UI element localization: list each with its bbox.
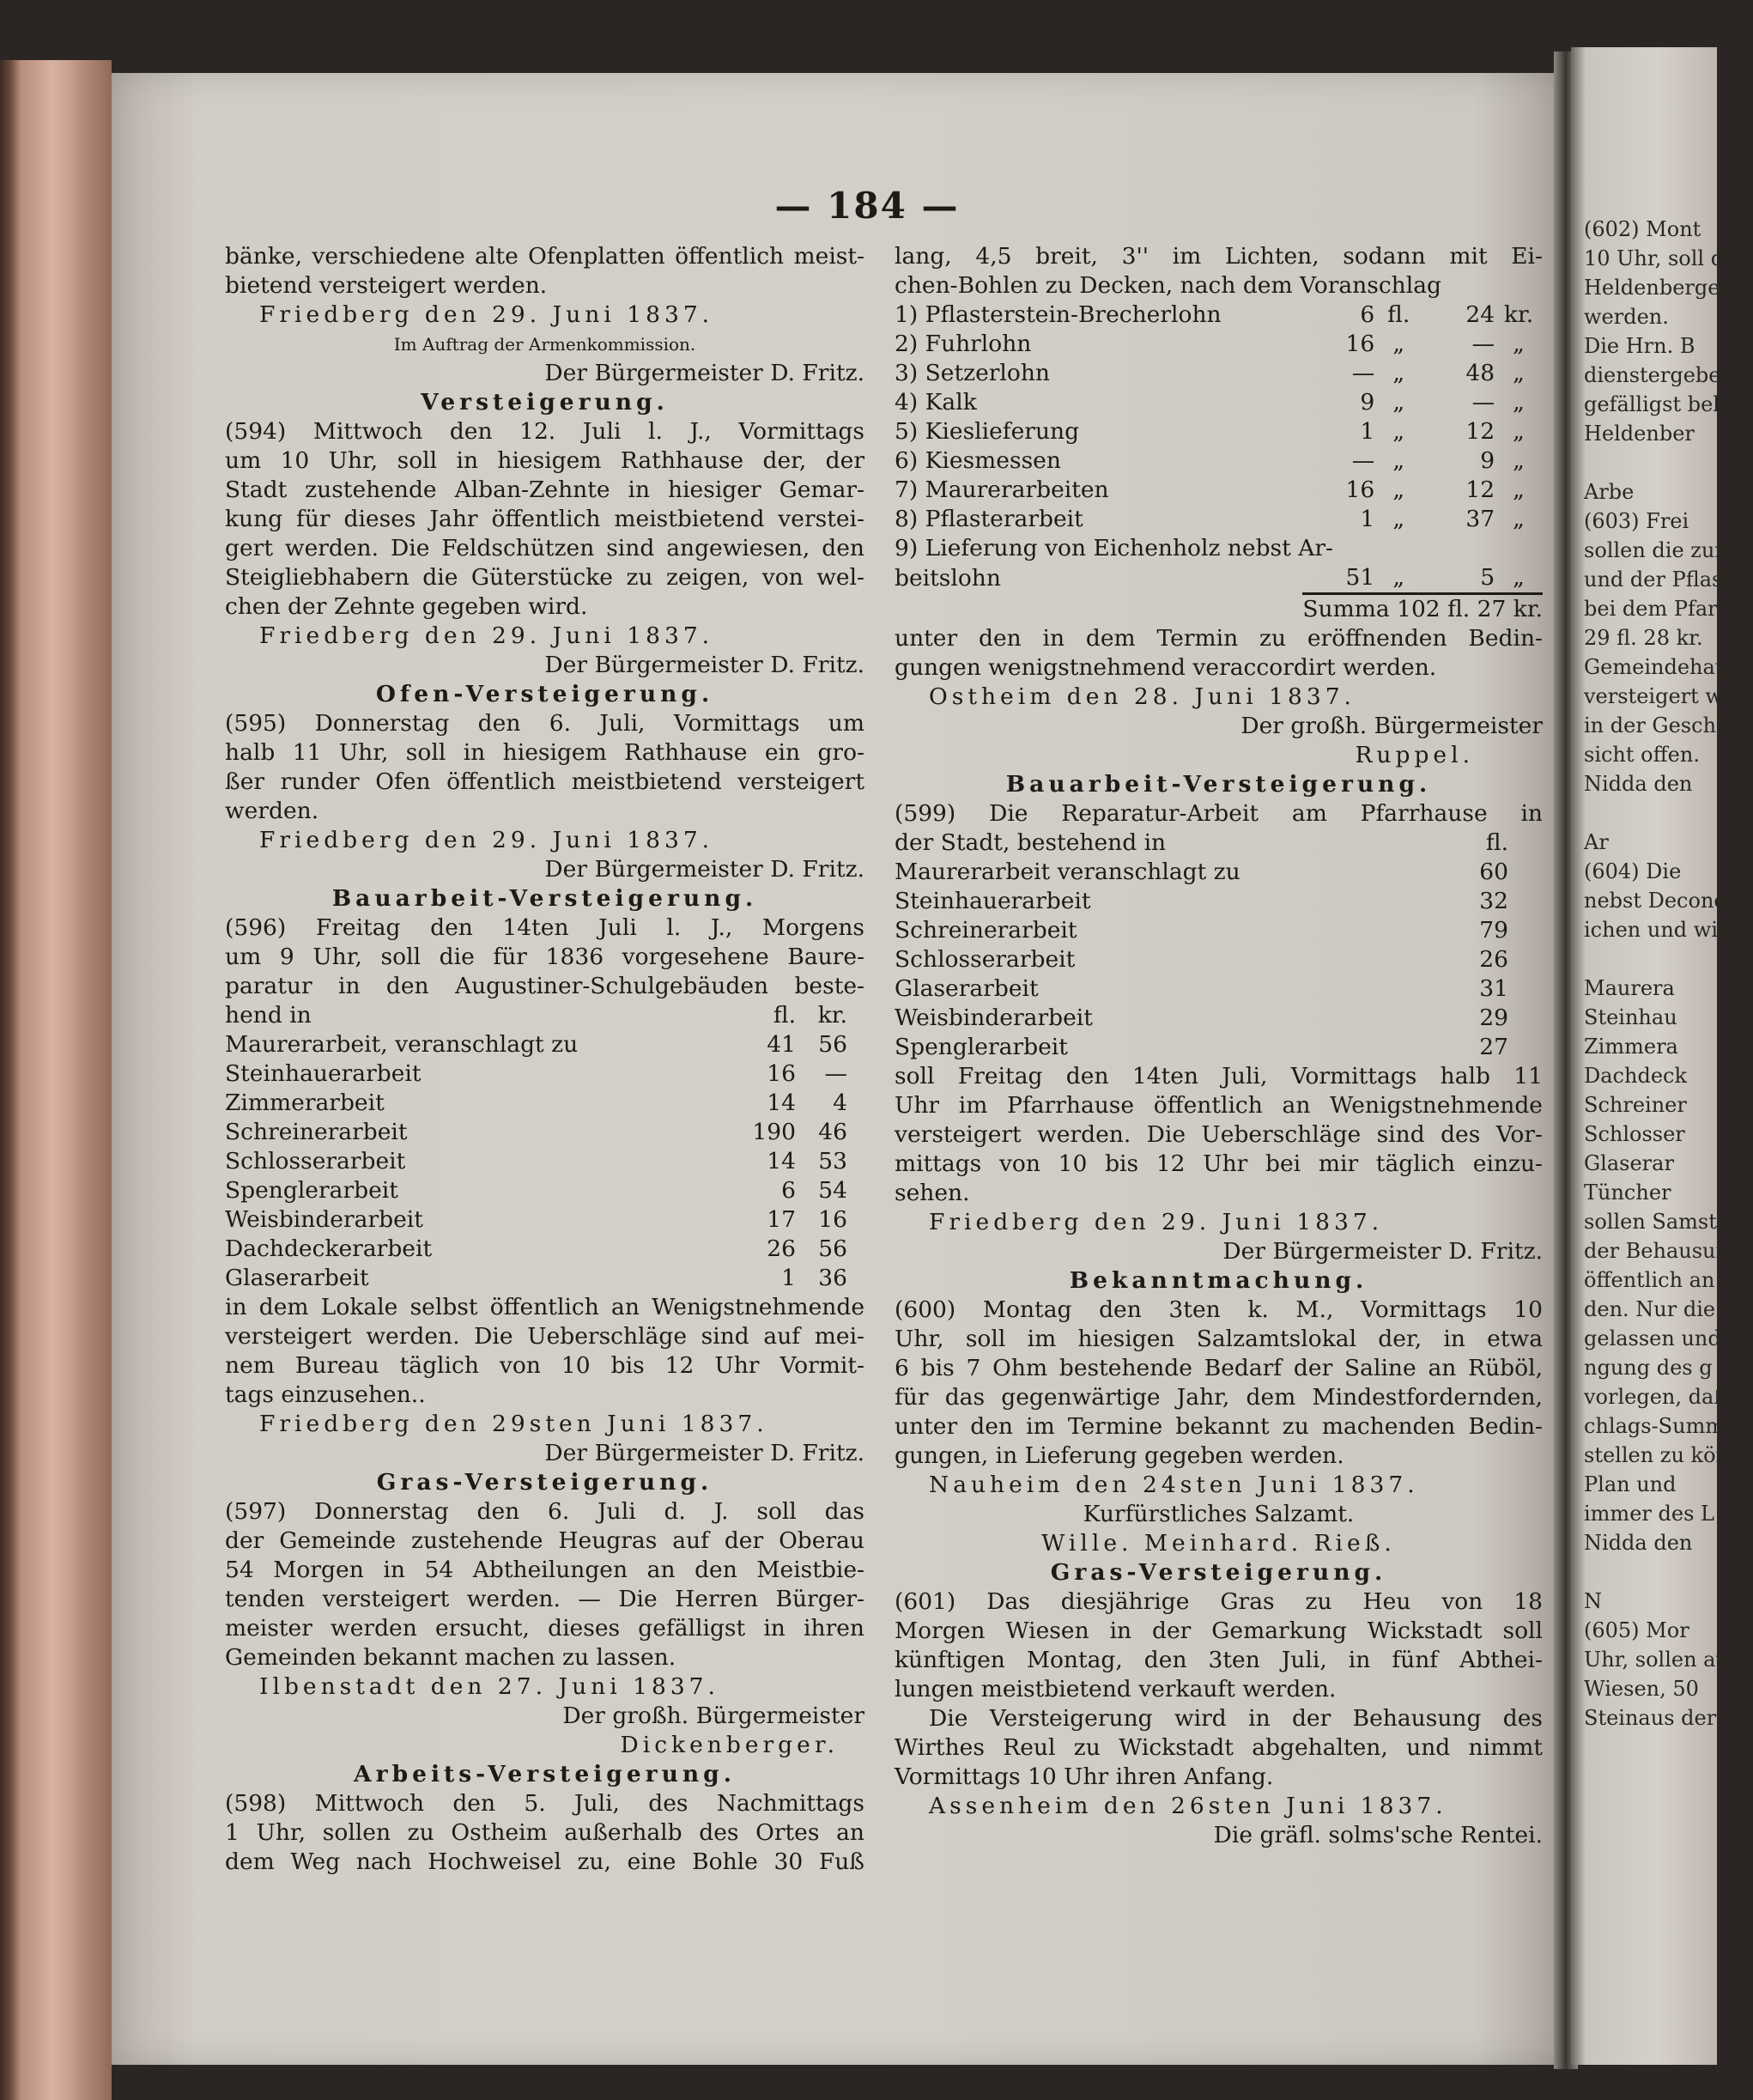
place-date: Friedberg den 29. Juni 1837.: [259, 301, 714, 328]
table-cell: —: [1351, 447, 1375, 474]
text-line: bietend versteigert werden.: [225, 272, 548, 299]
fragment-line: Tüncher: [1584, 1180, 1671, 1205]
table-row: [225, 1059, 864, 1089]
fragment-line: öffentlich an: [1584, 1268, 1715, 1292]
fragment-line: versteigert wer: [1584, 684, 1745, 708]
table-cell: Weisbinderarbeit: [895, 1004, 1093, 1031]
table-cell: 41: [767, 1031, 796, 1058]
fragment-line: nebst Deconom: [1584, 889, 1746, 913]
text-line: Morgen Wiesen in der Gemarkung Wickstadt soll: [895, 1617, 1543, 1644]
fragment-line: Zimmera: [1584, 1035, 1678, 1059]
signature: Der großh. Bürgermeister: [562, 1702, 864, 1729]
table-cell: 31: [1479, 975, 1508, 1002]
table-cell: Schreinerarbeit: [225, 1119, 408, 1145]
table-cell: 14: [767, 1148, 796, 1174]
table-cell: 12: [1465, 418, 1495, 445]
table-cell: „: [1392, 447, 1405, 474]
table-cell: 7) Maurerarbeiten: [895, 476, 1109, 503]
table-cell: hend in: [225, 1002, 312, 1029]
text-line: 1 Uhr, sollen zu Ostheim außerhalb des Ortes an: [225, 1819, 864, 1846]
signature: Der Bürgermeister D. Fritz.: [544, 652, 864, 678]
fragment-line: sollen Samsta: [1584, 1210, 1730, 1234]
table-cell: 4) Kalk: [895, 389, 977, 416]
table-row: [895, 945, 1543, 974]
fragment-line: der Behausun: [1584, 1239, 1729, 1263]
text-line: (597) Donnerstag den 6. Juli d. J. soll das: [225, 1498, 864, 1525]
signature: Im Auftrag der Armenkommission.: [393, 334, 696, 355]
text-line: unter den in dem Termin zu eröffnenden Bedin-: [895, 625, 1543, 652]
fragment-line: [1584, 448, 1721, 477]
table-cell: 24: [1465, 301, 1495, 328]
fragment-line: Plan und: [1584, 1472, 1677, 1496]
text-line: soll Freitag den 14ten Juli, Vormittags halb 11: [895, 1063, 1543, 1089]
text-line: für das gegenwärtige Jahr, dem Mindestfordernden,: [895, 1384, 1543, 1411]
text-line: paratur in den Augustiner-Schulgebäuden beste-: [225, 973, 864, 999]
table-cell: 16: [818, 1206, 847, 1233]
table-cell: 9) Lieferung von Eichenholz nebst Ar-: [895, 535, 1333, 561]
text-line: gungen, in Lieferung gegeben werden.: [895, 1442, 1344, 1469]
table-cell: der Stadt, bestehend in: [895, 829, 1167, 856]
table-cell: 190: [752, 1119, 796, 1145]
signature: Der großh. Bürgermeister: [1240, 713, 1543, 739]
text-line: versteigert werden. Die Ueberschläge sind auf mei-: [225, 1323, 864, 1350]
fragment-line: bei dem Pfar: [1584, 597, 1718, 621]
table-cell: 6) Kiesmessen: [895, 447, 1061, 474]
text-line: mittags von 10 bis 12 Uhr bei mir täglich einzu-: [895, 1150, 1543, 1177]
fragment-line: ichen und wie: [1584, 918, 1731, 942]
signature: Der Bürgermeister D. Fritz.: [544, 856, 864, 883]
table-cell: 32: [1479, 888, 1508, 914]
fragment-line: immer des L: [1584, 1502, 1714, 1526]
section-heading: Bauarbeit-Versteigerung.: [331, 885, 758, 912]
section-heading: Bekanntmachung.: [1069, 1267, 1368, 1294]
text-line: Die Versteigerung wird in der Behausung des: [929, 1705, 1543, 1732]
fragment-line: Nidda den: [1584, 1531, 1693, 1555]
table-row: [225, 1264, 864, 1293]
sum-cell: Summa 102 fl. 27 kr.: [1302, 594, 1543, 625]
table-cell: —: [824, 1060, 847, 1087]
table-row: [225, 1147, 864, 1176]
fragment-line: und der Pflast: [1584, 567, 1731, 592]
place-date: Friedberg den 29. Juni 1837.: [929, 1209, 1384, 1235]
table-cell: 51: [1345, 564, 1375, 591]
text-line: werden.: [225, 798, 319, 824]
table-cell: 27: [1479, 1034, 1508, 1060]
section-heading: Gras-Versteigerung.: [1050, 1559, 1387, 1586]
fragment-line: dienstergebenst: [1584, 363, 1753, 387]
table-cell: 79: [1479, 917, 1508, 944]
table-row: [895, 887, 1543, 916]
table-cell: 60: [1479, 859, 1508, 885]
table-cell: 12: [1465, 476, 1495, 503]
table-cell: Maurerarbeit veranschlagt zu: [895, 859, 1240, 885]
text-line: tags einzusehen..: [225, 1381, 426, 1408]
table-cell: „: [1513, 360, 1525, 386]
text-line: kung für dieses Jahr öffentlich meistbietend verstei-: [225, 506, 864, 532]
text-line: (600) Montag den 3ten k. M., Vormittags 10: [895, 1296, 1543, 1323]
table-cell: „: [1392, 506, 1405, 532]
section-heading: Ofen-Versteigerung.: [375, 681, 714, 707]
signature: Die gräfl. solms'sche Rentei.: [1213, 1822, 1543, 1848]
place-date: Friedberg den 29sten Juni 1837.: [259, 1411, 768, 1437]
table-cell: „: [1392, 389, 1405, 416]
cost-table: [895, 300, 1543, 624]
table-cell: 16: [1345, 331, 1375, 357]
fragment-line: ngung des g: [1584, 1356, 1713, 1380]
fragment-line: sicht offen.: [1584, 743, 1700, 767]
fragment-line: Steinhau: [1584, 1005, 1677, 1029]
table-cell: 9: [1480, 447, 1495, 474]
cost-table: [225, 1001, 864, 1293]
fragment-line: vorlegen, daß: [1584, 1385, 1728, 1409]
table-row: [225, 1235, 864, 1264]
table-row: [225, 1176, 864, 1205]
fragment-line: Maurera: [1584, 976, 1675, 1000]
table-cell: beitslohn: [895, 564, 1001, 592]
fragment-line: [1584, 944, 1721, 974]
table-cell: 16: [1345, 476, 1375, 503]
table-cell: fl.: [1387, 301, 1410, 328]
page-number: — 184 —: [774, 185, 960, 227]
table-cell: Weisbinderarbeit: [225, 1206, 423, 1233]
table-cell: 5) Kieslieferung: [895, 418, 1080, 445]
section-heading: Bauarbeit-Versteigerung.: [1005, 771, 1432, 798]
text-line: dem Weg nach Hochweisel zu, eine Bohle 30 Fuß: [225, 1848, 864, 1875]
fragment-line: Schlosser: [1584, 1122, 1685, 1146]
signature: Der Bürgermeister D. Fritz.: [1222, 1238, 1543, 1265]
text-line: Wirthes Reul zu Wickstadt abgehalten, und nimmt: [895, 1734, 1543, 1761]
table-cell: „: [1513, 418, 1525, 445]
table-cell: „: [1392, 564, 1405, 591]
table-row: [895, 916, 1543, 945]
text-line: meister werden ersucht, dieses gefälligst in ihren: [225, 1615, 864, 1642]
table-cell: kr.: [1503, 301, 1534, 328]
text-line: nem Bureau täglich von 10 bis 12 Uhr Vormit-: [225, 1352, 864, 1379]
text-line: tenden versteigert werden. — Die Herren Bürger-: [225, 1586, 864, 1612]
place-date: Friedberg den 29. Juni 1837.: [259, 827, 714, 853]
table-cell: kr.: [817, 1002, 847, 1029]
table-cell: „: [1513, 447, 1525, 474]
table-row: [895, 330, 1543, 359]
table-cell: Schreinerarbeit: [895, 917, 1077, 944]
text-line: um 10 Uhr, soll in hiesigem Rathhause der, der: [225, 447, 864, 474]
place-date: Nauheim den 24sten Juni 1837.: [929, 1472, 1419, 1498]
fragment-line: (604) Die: [1584, 859, 1682, 883]
signature: Ruppel.: [1355, 742, 1474, 768]
text-line: (594) Mittwoch den 12. Juli l. J., Vormittags: [225, 418, 864, 445]
text-line: (595) Donnerstag den 6. Juli, Vormittags um: [225, 710, 864, 737]
table-cell: 2) Fuhrlohn: [895, 331, 1032, 357]
fragment-line: 29 fl. 28 kr.: [1584, 626, 1703, 650]
section-heading: Arbeits-Versteigerung.: [354, 1761, 736, 1787]
table-row: [895, 534, 1543, 563]
fragment-line: (605) Mor: [1584, 1618, 1689, 1642]
table-row: [225, 1089, 864, 1118]
fragment-line: [1584, 1557, 1721, 1587]
table-cell: Glaserarbeit: [895, 975, 1039, 1002]
table-cell: „: [1392, 418, 1405, 445]
table-cell: 46: [818, 1119, 847, 1145]
signature: Wille. Meinhard. Rieß.: [1041, 1530, 1396, 1557]
text-line: Vormittags 10 Uhr ihren Anfang.: [895, 1763, 1274, 1790]
middle-column: [895, 242, 1543, 1850]
table-row: [225, 1118, 864, 1147]
text-line: Uhr, soll im hiesigen Salzamtslokal der, in etwa: [895, 1326, 1543, 1352]
table-cell: 5: [1480, 564, 1495, 591]
table-row: [225, 1030, 864, 1059]
table-cell: „: [1513, 476, 1525, 503]
fragment-line: N: [1584, 1589, 1602, 1613]
signature: Kurfürstliches Salzamt.: [1083, 1501, 1355, 1527]
table-cell: 4: [833, 1089, 847, 1116]
text-line: versteigert werden. Die Ueberschläge sind des Vor-: [895, 1121, 1543, 1148]
text-line: (599) Die Reparatur-Arbeit am Pfarrhause in: [895, 800, 1543, 827]
table-row: [895, 974, 1543, 1004]
table-cell: 37: [1465, 506, 1495, 532]
fragment-line: werden.: [1584, 305, 1669, 329]
table-cell: 8) Pflasterarbeit: [895, 506, 1083, 532]
section-heading: Gras-Versteigerung.: [376, 1469, 713, 1496]
table-cell: 1: [1360, 418, 1375, 445]
place-date: Friedberg den 29. Juni 1837.: [259, 622, 714, 649]
table-cell: —: [1471, 331, 1495, 357]
table-cell: Glaserarbeit: [225, 1265, 369, 1291]
table-cell: 9: [1360, 389, 1375, 416]
fragment-line: den. Nur die: [1584, 1297, 1716, 1321]
table-row: [895, 1033, 1543, 1062]
table-cell: Schlosserarbeit: [225, 1148, 406, 1174]
table-cell: Schlosserarbeit: [895, 946, 1076, 973]
table-cell: 29: [1479, 1004, 1508, 1031]
fragment-line: (603) Frei: [1584, 509, 1689, 533]
table-row: [895, 476, 1543, 505]
table-row: [895, 505, 1543, 534]
fragment-line: in der Geschäf: [1584, 713, 1737, 737]
text-line: Uhr im Pfarrhause öffentlich an Wenigstnehmende: [895, 1092, 1543, 1119]
table-cell: 6: [1360, 301, 1375, 328]
table-row: [895, 446, 1543, 476]
section-heading: Versteigerung.: [421, 389, 669, 416]
fragment-line: Heldenberger G: [1584, 276, 1753, 300]
table-cell: 6: [781, 1177, 796, 1204]
table-row: [895, 359, 1543, 388]
table-row: [895, 1004, 1543, 1033]
table-cell: fl.: [1485, 829, 1508, 856]
table-cell: Dachdeckerarbeit: [225, 1235, 433, 1262]
table-row: [895, 300, 1543, 330]
table-row: [225, 1205, 864, 1235]
text-line: Stadt zustehende Alban-Zehnte in hiesiger Gemar-: [225, 476, 864, 503]
table-cell: Zimmerarbeit: [225, 1089, 385, 1116]
text-line: lungen meistbietend verkauft werden.: [895, 1676, 1337, 1702]
text-line: halb 11 Uhr, soll in hiesigem Rathhause ein gro-: [225, 739, 864, 766]
text-line: unter den im Termine bekannt zu machenden Bedin-: [895, 1413, 1543, 1440]
table-cell: 17: [767, 1206, 796, 1233]
table-cell: 36: [818, 1265, 847, 1291]
table-row: [895, 417, 1543, 446]
table-cell: Spenglerarbeit: [225, 1177, 398, 1204]
text-line: ßer runder Ofen öffentlich meistbietend versteigert: [225, 768, 864, 795]
table-cell: 14: [767, 1089, 796, 1116]
left-column: [225, 242, 864, 1877]
table-cell: 26: [767, 1235, 796, 1262]
fragment-line: Arbe: [1584, 480, 1635, 504]
fragment-line: chlags-Summ: [1584, 1414, 1726, 1438]
fragment-line: gelassen und f: [1584, 1326, 1736, 1350]
table-cell: 1: [1360, 506, 1375, 532]
fragment-line: stellen zu kön: [1584, 1443, 1729, 1467]
table-cell: —: [1351, 360, 1375, 386]
fragment-line: (602) Mont: [1584, 217, 1701, 241]
table-cell: 1) Pflasterstein-Brecherlohn: [895, 301, 1222, 328]
fragment-line: Uhr, sollen au: [1584, 1648, 1729, 1672]
text-line: chen-Bohlen zu Decken, nach dem Voranschlag: [895, 272, 1441, 299]
table-cell: „: [1392, 476, 1405, 503]
text-line: gungen wenigstnehmend veraccordirt werden.: [895, 654, 1437, 681]
fragment-line: gefälligst bekan: [1584, 392, 1751, 416]
text-line: gert werden. Die Feldschützen sind angewiesen, den: [225, 535, 864, 561]
fragment-line: Dachdeck: [1584, 1064, 1687, 1088]
place-date: Ilbenstadt den 27. Juni 1837.: [259, 1673, 719, 1700]
place-date: Assenheim den 26sten Juni 1837.: [929, 1793, 1447, 1819]
text-line: 6 bis 7 Ohm bestehende Bedarf der Saline an Rüböl,: [895, 1355, 1543, 1381]
table-row: [895, 563, 1543, 594]
text-line: bänke, verschiedene alte Ofenplatten öffentlich meist-: [225, 243, 864, 270]
table-cell: „: [1392, 360, 1405, 386]
fragment-line: 10 Uhr, soll da: [1584, 246, 1737, 270]
table-cell: „: [1392, 331, 1405, 357]
table-cell: Maurerarbeit, veranschlagt zu: [225, 1031, 579, 1058]
fragment-line: Die Hrn. B: [1584, 334, 1695, 358]
table-cell: 56: [818, 1235, 847, 1262]
fragment-line: [1584, 798, 1721, 828]
text-line: um 9 Uhr, soll die für 1836 vorgesehene Baure-: [225, 944, 864, 970]
table-cell: 48: [1465, 360, 1495, 386]
sum-row: [895, 594, 1543, 625]
table-cell: 1: [781, 1265, 796, 1291]
table-header-row: [225, 1001, 864, 1030]
fragment-line: Steinaus der: [1584, 1706, 1717, 1730]
table-cell: Spenglerarbeit: [895, 1034, 1068, 1060]
table-cell: 26: [1479, 946, 1508, 973]
signature: Dickenberger.: [620, 1732, 839, 1758]
table-cell: „: [1513, 331, 1525, 357]
signature: Der Bürgermeister D. Fritz.: [544, 1440, 864, 1466]
cost-table: [895, 828, 1543, 1062]
fragment-line: Ar: [1584, 830, 1609, 854]
text-line: chen der Zehnte gegeben wird.: [225, 593, 588, 620]
text-line: der Gemeinde zustehende Heugras auf der Oberau: [225, 1527, 864, 1554]
fragment-line: Glaserar: [1584, 1151, 1674, 1175]
table-cell: 54: [818, 1177, 847, 1204]
text-line: (601) Das diesjährige Gras zu Heu von 18: [895, 1588, 1543, 1615]
table-row: [895, 858, 1543, 887]
text-line: (598) Mittwoch den 5. Juli, des Nachmittags: [225, 1790, 864, 1817]
table-cell: fl.: [773, 1002, 796, 1029]
text-line: Gemeinden bekannt machen zu lassen.: [225, 1644, 676, 1671]
table-cell: 3) Setzerlohn: [895, 360, 1050, 386]
book-edge: [0, 60, 112, 2100]
text-line: lang, 4,5 breit, 3'' im Lichten, sodann mit Ei-: [895, 243, 1543, 270]
table-cell: Steinhauerarbeit: [895, 888, 1091, 914]
signature: Der Bürgermeister D. Fritz.: [544, 360, 864, 386]
table-cell: „: [1513, 564, 1525, 591]
text-line: 54 Morgen in 54 Abtheilungen an den Meistbie-: [225, 1557, 864, 1583]
fragment-line: Heldenber: [1584, 422, 1695, 446]
table-cell: 56: [818, 1031, 847, 1058]
table-cell: —: [1471, 389, 1495, 416]
table-cell: „: [1513, 389, 1525, 416]
table-cell: „: [1513, 506, 1525, 532]
text-line: künftigen Montag, den 3ten Juli, in fünf Abthei-: [895, 1647, 1543, 1673]
place-date: Ostheim den 28. Juni 1837.: [929, 683, 1356, 710]
text-line: sehen.: [895, 1180, 970, 1206]
table-cell: Steinhauerarbeit: [225, 1060, 422, 1087]
table-row: [895, 388, 1543, 417]
table-header-row: [895, 828, 1543, 858]
text-line: in dem Lokale selbst öffentlich an Wenigstnehmende: [225, 1294, 864, 1320]
fragment-line: Schreiner: [1584, 1093, 1687, 1117]
next-page-column: [1584, 215, 1753, 1733]
fragment-line: Gemeindehause: [1584, 655, 1751, 679]
text-line: (596) Freitag den 14ten Juli l. J., Morgens: [225, 914, 864, 941]
table-cell: 16: [767, 1060, 796, 1087]
fragment-line: Nidda den: [1584, 772, 1693, 796]
fragment-line: sollen die zur: [1584, 538, 1725, 562]
fragment-line: Wiesen, 50: [1584, 1677, 1699, 1701]
text-line: Steigliebhabern die Güterstücke zu zeigen, von wel-: [225, 564, 864, 591]
table-cell: 53: [818, 1148, 847, 1174]
